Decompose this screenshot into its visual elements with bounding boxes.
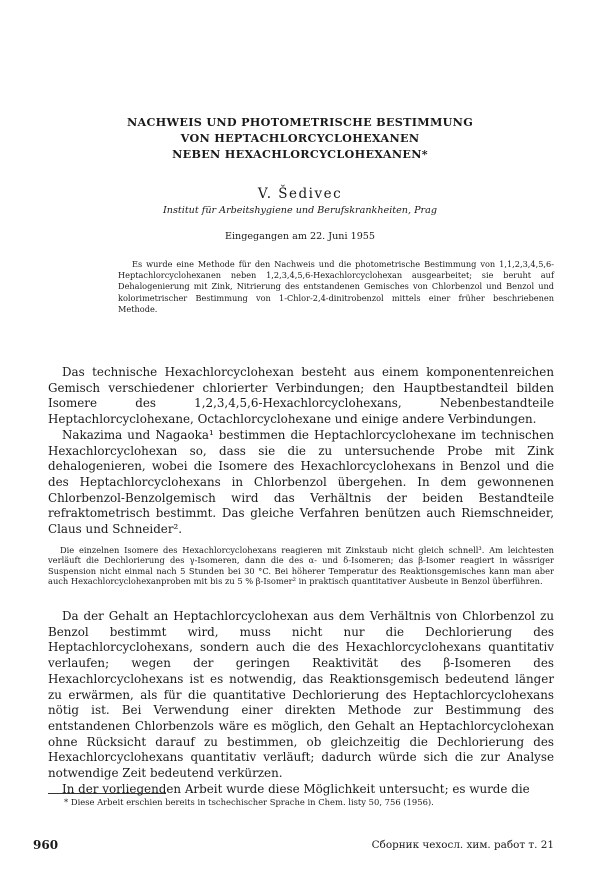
footnote-text: * Diese Arbeit erschien bereits in tschechischer Sprache in Chem. listy 50, 756 (1956). [64,797,434,807]
body-section-2 [48,609,554,797]
received-date: Eingegangen am 22. Juni 1955 [224,231,376,242]
body-paragraph-2: Nakazima und Nagaoka¹ bestimmen die Heptachlorcyclohexane im technischen Hexachlorcyclohexan so, dass sie die zu untersuchende Probe mit Zink dehalogenieren, wobei die Isomere des Hexachlorcyclohexans in Benzol und die des Heptachlorcyclohexans in Chlorbenzol übergehen. In dem gewonnenen Chlorbenzol-Benzolgemisch wird das Verhältnis der beiden Bestandteile refraktometrisch bestimmt. Das gleiche Verfahren benützen auch Riemschneider, Claus und Schneider². [48,427,554,537]
journal-reference: Сборник чехосл. хим. работ т. 21 [371,839,554,851]
body-paragraph-3: Da der Gehalt an Heptachlorcyclohexan aus dem Verhältnis von Chlorbenzol zu Benzol bestimmt wird, muss nicht nur die Dechlorierung des Heptachlorcyclohexans, sondern auch die des Hexachlorcyclohexans quantitativ verlaufen; wegen der geringen Reaktivität des β-Isomeren des Hexachlorcyclohexans ist es notwendig, das Reaktionsgemisch bedeutend länger zu erwärmen, als für die quantitative Dechlorierung des Heptachlorcyclohexans nötig ist. Bei Verwendung einer direkten Methode zur Bestimmung des entstandenen Chlorbenzols wäre es möglich, den Gehalt an Heptachlorcyclohexan ohne Rücksicht darauf zu bestimmen, ob gleichzeitig die Dechlorierung des Hexachlorcyclohexans quantitativ verläuft; dadurch würde sich die zur Analyse notwendige Zeit bedeutend verkürzen. [48,609,554,781]
body-paragraph-4: In der vorliegenden Arbeit wurde diese Möglichkeit untersucht; es wurde die [62,781,530,796]
footnote [48,797,554,808]
body-paragraph-1: Das technische Hexachlorcyclohexan besteht aus einem komponentenreichen Gemisch verschiedener chlorierter Verbindungen; den Hauptbestandteil bilden Isomere des 1,2,3,4,5,6-Hexachlorcyclohexans, Nebenbestandteile Heptachlorcyclohexane, Octachlorcyclohexane und einige andere Verbindungen. [48,365,554,427]
author-affiliation: Institut für Arbeitshygiene und Berufskrankheiten, Prag [163,205,437,216]
small-print-text: Die einzelnen Isomere des Hexachlorcyclohexans reagieren mit Zinkstaub nicht gleich schnell³. Am leichtesten verläuft die Dechlorierung des γ-Isomeren, dann die des α- und δ-Isomeren; das β-Isomer reagiert in wässriger Suspension nicht einmal nach 5 Stunden bei 30 °C. Bei höherer Temperatur des Reaktionsgemisches kann man aber auch Hexachlorcyclohexanproben mit bis zu 5 % β-Isomer² in praktisch quantitativer Ausbeute in Benzol überführen. [48,545,554,587]
footnote-rule [48,793,166,794]
body-section-1 [48,365,554,538]
abstract [118,259,554,315]
title-line-1: NACHWEIS UND PHOTOMETRISCHE BESTIMMUNG [126,115,474,129]
title-line-3: NEBEN HEXACHLORCYCLOHEXANEN* [172,147,428,161]
abstract-text: Es wurde eine Methode für den Nachweis und die photometrische Bestimmung von 1,1,2,3,4,5,6-Heptachlorcyclohexanen neben 1,2,3,4,5,6-Hexachlorcyclohexan ausgearbeitet; sie beruht auf Dehalogenierung mit Zink, Nitrierung des entstandenen Gemisches von Chlorbenzol und Benzol und kolorimetrischer Bestimmung von 1-Chlor-2,4-dinitrobenzol mittels einer früher beschriebenen Methode. [118,259,554,314]
author-name: V. Šedivec [257,186,343,202]
page-number: 960 [33,838,59,852]
title-line-2: VON HEPTACHLORCYCLOHEXANEN [180,131,420,145]
small-print-note [48,545,554,587]
